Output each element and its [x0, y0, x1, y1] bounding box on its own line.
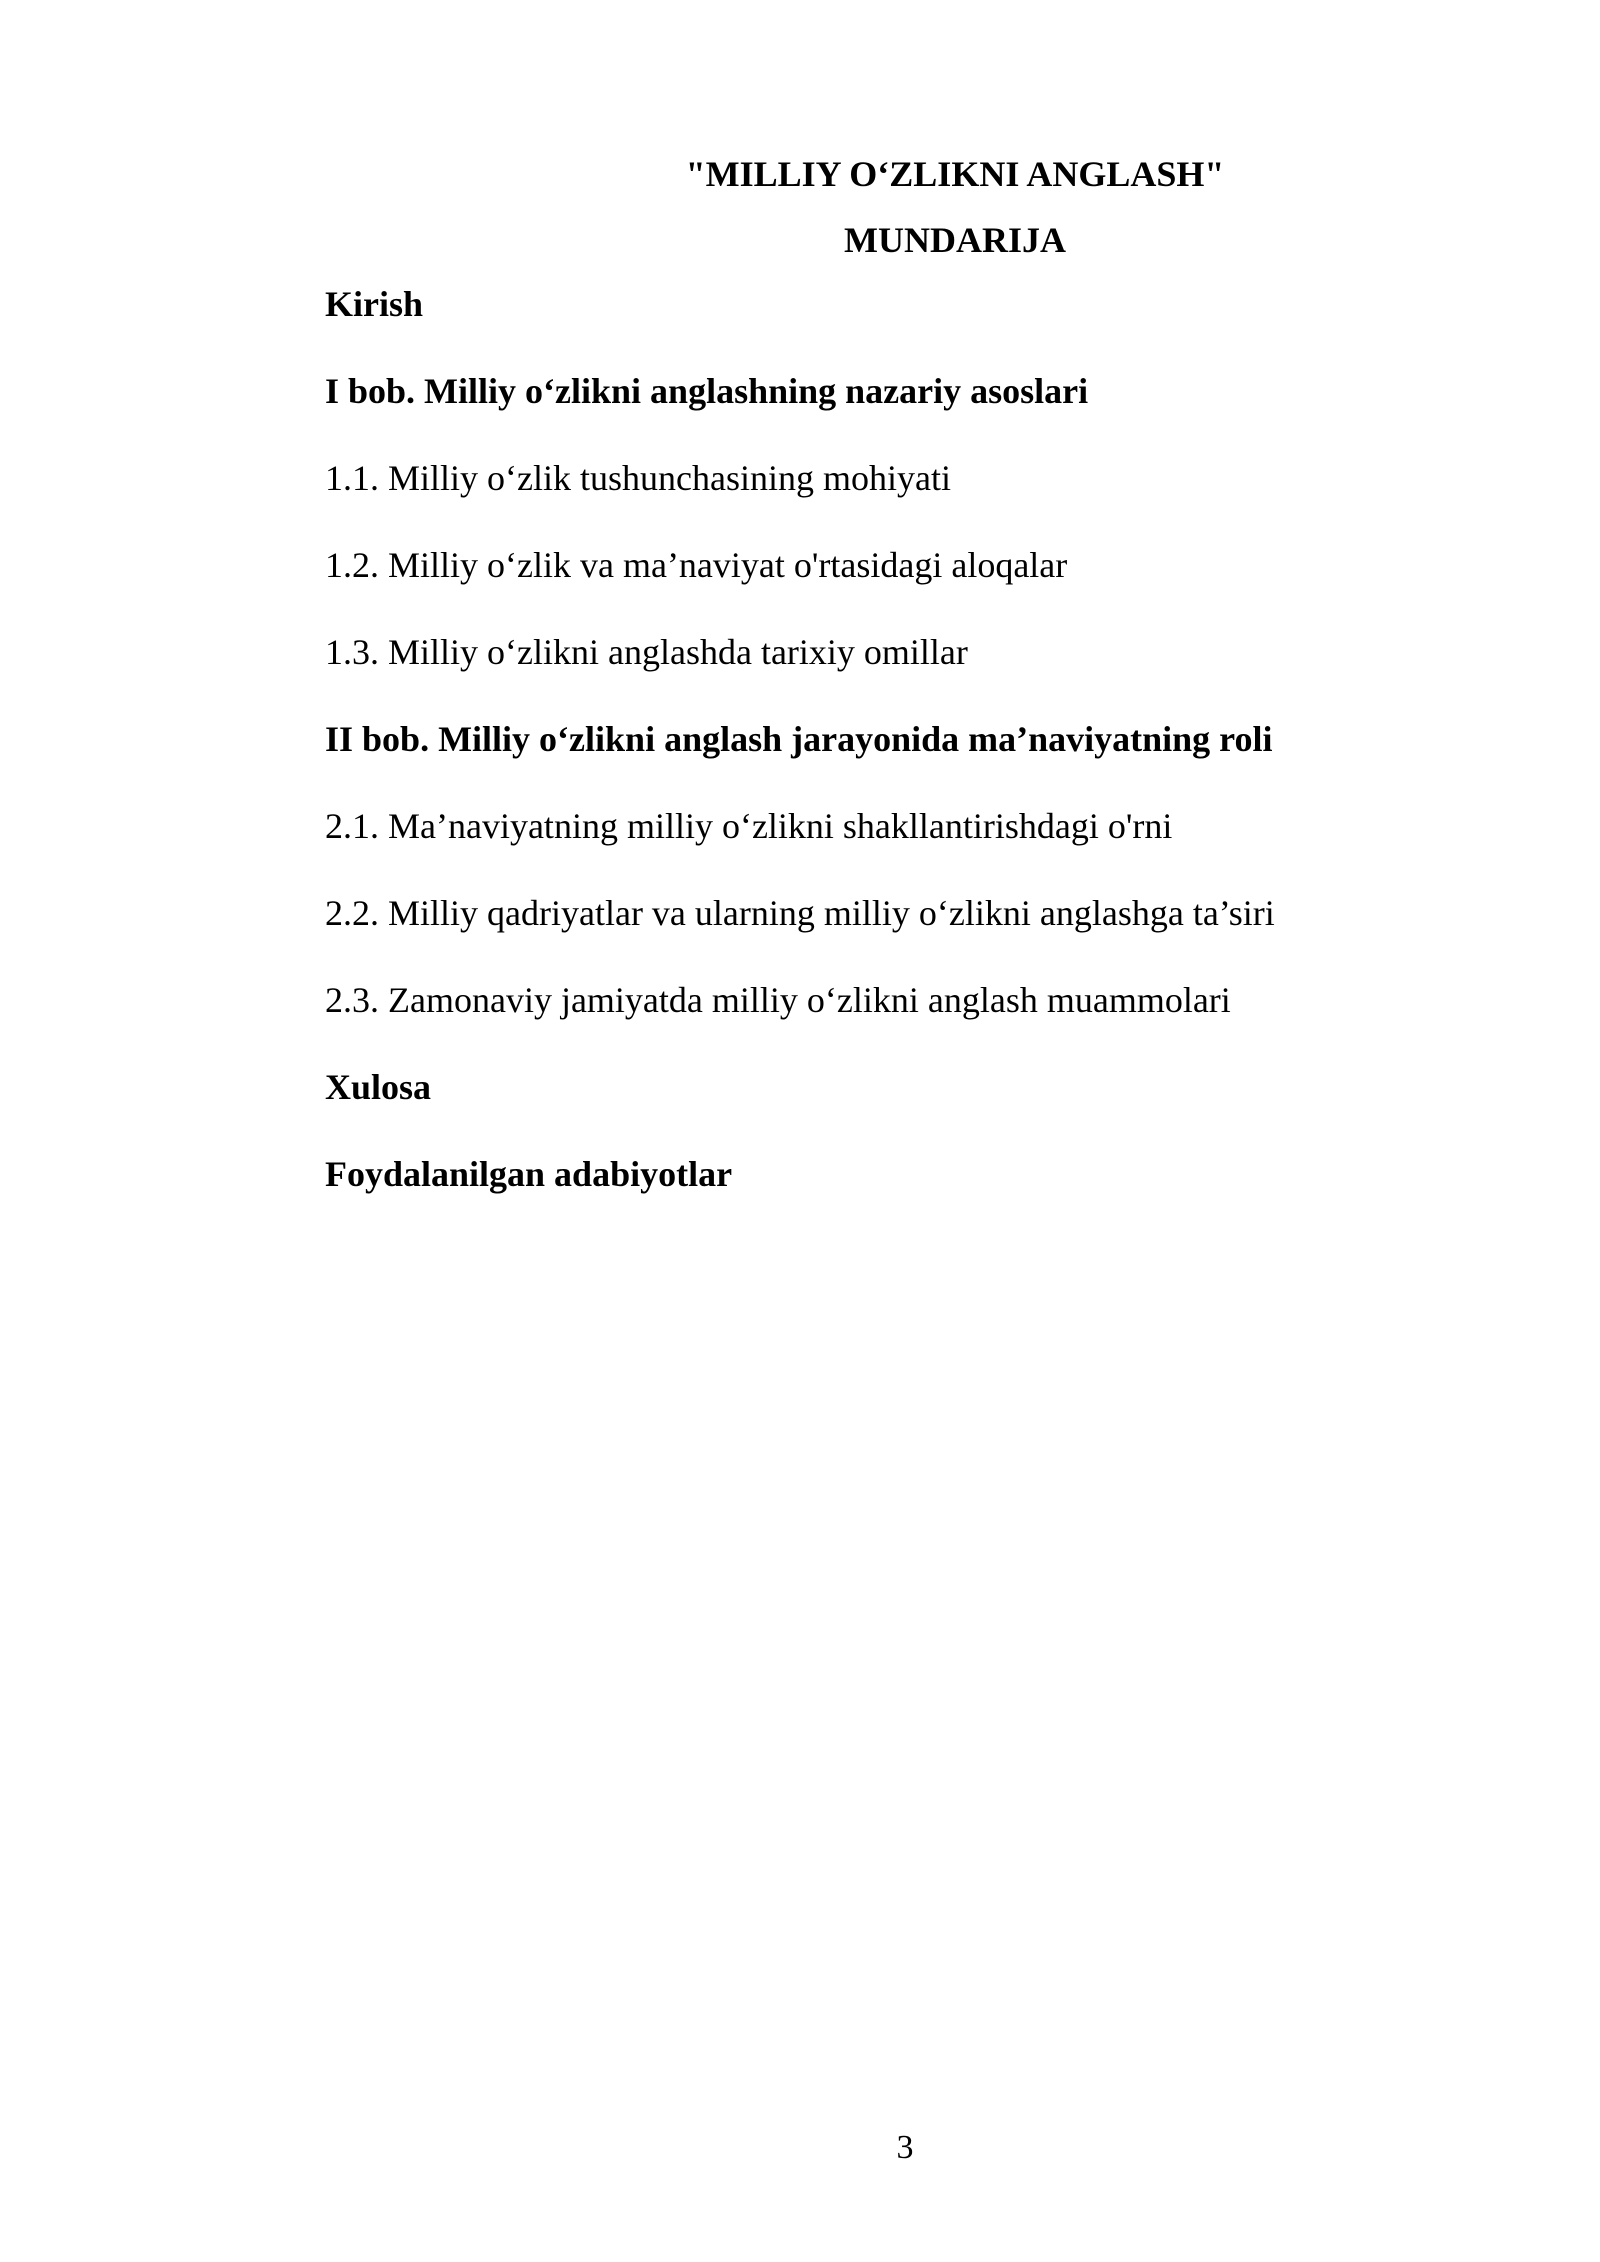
toc-item-section-1-2: 1.2. Milliy o‘zlik va ma’naviyat o'rtasidagi aloqalar: [325, 545, 1068, 585]
toc-item-xulosa: Xulosa: [325, 1067, 432, 1107]
document-title: "MILLIY O‘ZLIKNI ANGLASH": [685, 154, 1225, 194]
toc-item-section-2-3: 2.3. Zamonaviy jamiyatda milliy o‘zlikni anglash muammolari: [325, 980, 1231, 1020]
toc-item-section-1-3: 1.3. Milliy o‘zlikni anglashda tarixiy omillar: [325, 632, 968, 672]
toc-item-chapter-2: II bob. Milliy o‘zlikni anglash jarayonida ma’naviyatning roli: [325, 719, 1273, 759]
table-of-contents: [325, 282, 1425, 1239]
toc-item-section-2-2: 2.2. Milliy qadriyatlar va ularning milliy o‘zlikni anglashga ta’siri: [325, 893, 1275, 933]
toc-item-section-1-1: 1.1. Milliy o‘zlik tushunchasining mohiyati: [325, 458, 951, 498]
page-number: 3: [896, 2129, 914, 2166]
toc-item-references: Foydalanilgan adabiyotlar: [325, 1154, 733, 1194]
toc-item-kirish: Kirish: [325, 284, 424, 324]
toc-item-chapter-1: I bob. Milliy o‘zlikni anglashning nazariy asoslari: [325, 371, 1089, 411]
toc-heading: MUNDARIJA: [844, 220, 1066, 260]
toc-item-section-2-1: 2.1. Ma’naviyatning milliy o‘zlikni shakllantirishdagi o'rni: [325, 806, 1173, 846]
